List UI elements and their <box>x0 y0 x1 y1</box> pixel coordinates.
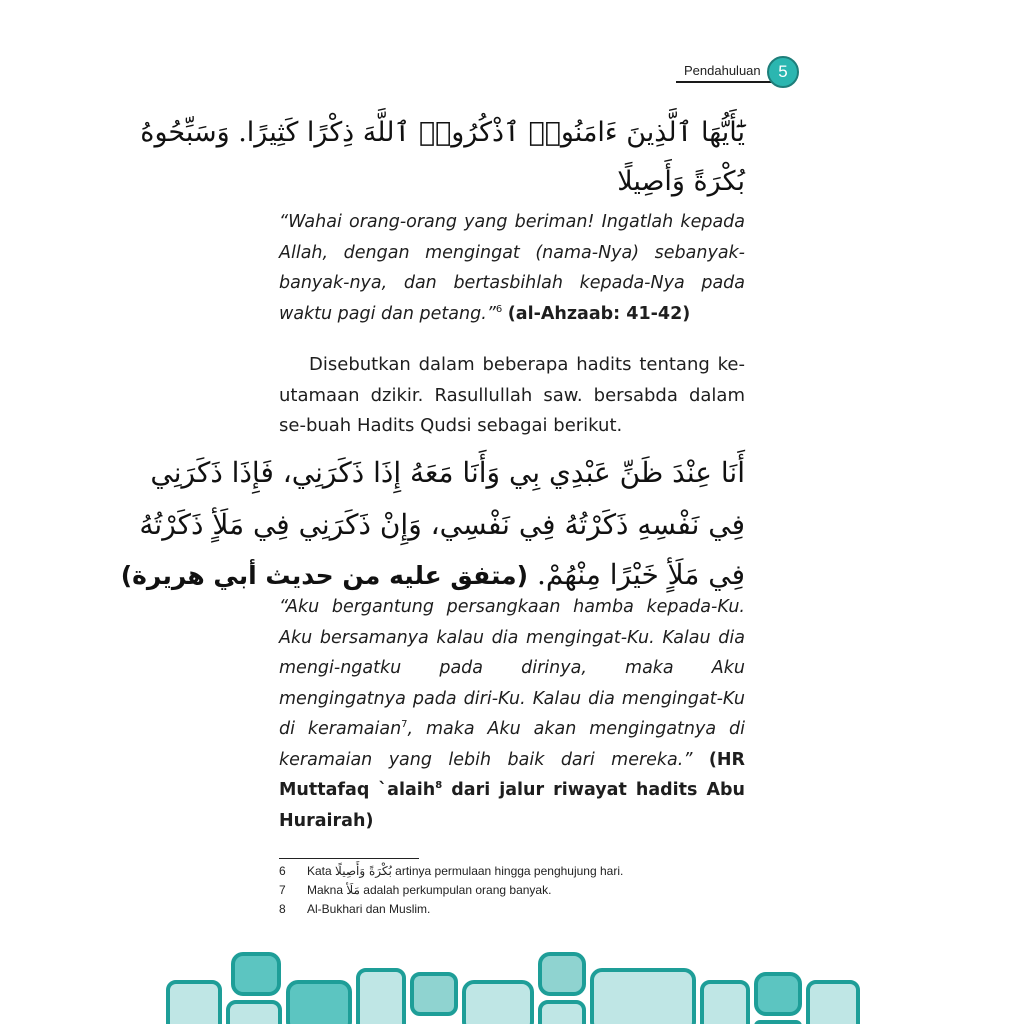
header-section-title: Pendahuluan <box>684 63 761 78</box>
hadith-translation <box>279 592 745 836</box>
quran-verse-line-1: يَٰٓأَيُّهَا ٱلَّذِينَ ءَامَنُوا۟ ٱذْكُرُوا۟ ٱللَّهَ ذِكْرًا كَثِيرًا. وَسَبِّحُوهُ <box>140 117 745 148</box>
verse-source: (al-Ahzaab: 41-42) <box>507 303 691 324</box>
verse-translation-text: “Wahai orang-orang yang beriman! Ingatlah kepada Allah, dengan mengingat (nama-Nya) sebanyak-banyak-nya, dan bertasbihlah kepada-Nya pada waktu pagi dan petang.” <box>279 212 745 324</box>
header-rule <box>676 81 778 83</box>
hadith-source-part-1: (HR Muttafaq `alaih <box>279 749 745 800</box>
footnote-text-after: adalah perkumpulan orang banyak. <box>359 883 552 897</box>
tile <box>540 954 584 994</box>
footnote-text-before: Al-Bukhari dan Muslim. <box>307 902 431 916</box>
footnote-arabic: بُكْرَةً وَأَصِيلًا <box>335 864 392 878</box>
hadith-arabic-source: (متفق عليه من حديث أبي هريرة) <box>120 561 529 590</box>
decorative-tile-border <box>0 940 1024 1024</box>
footnote-text-before: Makna <box>307 883 347 897</box>
footnote-7 <box>279 883 551 897</box>
footnote-arabic: مَلَأ <box>346 883 360 897</box>
footnote-text-before: Kata <box>307 864 336 878</box>
tile <box>233 954 279 994</box>
footnote-number: 6 <box>279 864 286 878</box>
footnote-rule <box>279 858 419 859</box>
hadith-arabic-line-2: فِي نَفْسِهِ ذَكَرْتُهُ فِي نَفْسِي، وَإِنْ ذَكَرَنِي فِي مَلَأٍ ذَكَرْتُهُ <box>139 508 745 541</box>
footnote-ref-6: 6 <box>495 303 503 315</box>
footnote-ref-8: 8 <box>435 780 443 792</box>
tile <box>540 1002 584 1024</box>
tile <box>412 974 456 1014</box>
tile <box>808 982 858 1024</box>
footnote-number: 8 <box>279 902 286 916</box>
hadith-arabic-line-1: أَنَا عِنْدَ ظَنِّ عَبْدِي بِي وَأَنَا مَعَهُ إِذَا ذَكَرَنِي، فَإِذَا ذَكَرَنِي <box>150 456 745 489</box>
hadith-source-part-2: dari jalur riwayat hadits Abu Hurairah) <box>279 780 746 831</box>
hadith-translation-part-2: , maka Aku akan mengingatnya di keramaian yang lebih baik dari mereka.” <box>279 719 745 770</box>
tile <box>702 982 748 1024</box>
footnote-number: 7 <box>279 883 286 897</box>
body-paragraph: Disebutkan dalam beberapa hadits tentang ke-utamaan dzikir. Rasullullah saw. bersabda dalam se-buah Hadits Qudsi sebagai berikut. <box>279 354 745 436</box>
tile <box>228 1002 280 1024</box>
hadith-translation-part-1: “Aku bergantung persangkaan hamba kepada-Ku. Aku bersamanya kalau dia mengingat-Ku. Kalau dia mengi-ngatku pada dirinya, maka Aku mengingatnya pada diri-Ku. Kalau dia mengingat-Ku di keramaian <box>279 597 745 739</box>
tile <box>358 970 404 1024</box>
hadith-arabic-text: فِي مَلَأٍ خَيْرًا مِنْهُمْ. <box>536 558 745 591</box>
tile <box>464 982 532 1024</box>
footnote-ref-7: 7 <box>401 719 408 731</box>
quran-verse-line-2: بُكْرَةً وَأَصِيلًا <box>617 166 745 197</box>
tile <box>288 982 350 1024</box>
footnote-8 <box>279 902 430 916</box>
tile <box>756 974 800 1014</box>
tile <box>592 970 694 1024</box>
tile <box>168 982 220 1024</box>
footnote-6 <box>279 864 623 878</box>
page-number-badge: 5 <box>767 56 799 88</box>
verse-translation <box>279 207 745 329</box>
footnote-text-after: artinya permulaan hingga penghujung hari. <box>391 864 624 878</box>
